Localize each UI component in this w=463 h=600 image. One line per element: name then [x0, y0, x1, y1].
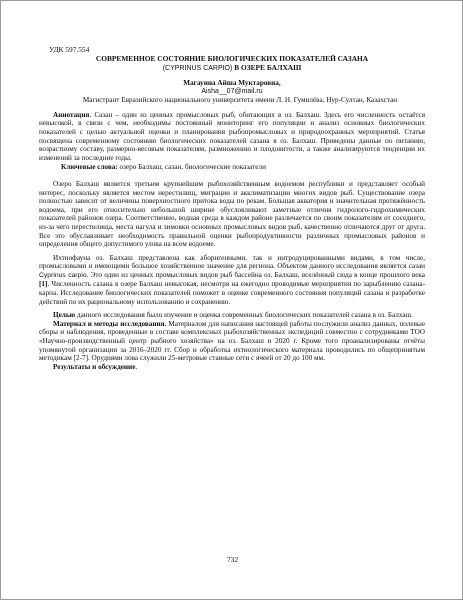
- p2-part-c: . Численность сазана в озере Балхаш невысокая, несмотря на ежегодно проводимые мероприятия по зарыблению сазана-карпа. Исследование биологических показателей поможет в оценке современного состояния популяций сазана и разработке действий по их рациональному использованию и сохранению.: [39, 280, 425, 306]
- keywords: [39, 163, 425, 172]
- paragraph-intro: Озеро Балхаш является третьим крупнейшим рыбохозяйственным водоемом республики и представляет особый интерес, поскольку является местом нерестилищ, миграции и акклиматизации многих видов рыб. Существование озера полностью зависит от величины поверхностного притока воды по рекам. Большая акватория и значительная протяжённость водоема, при его относительно небольшой ширине обусловливают заметные отличия гидролого-гидрохимических показателей районов озера. Соответственно, водная среда в каждом районе различается по своим показателям от соседнего, из-за чего перестилища, места нагула и зимовки основных промысловых видов рыб, качественно отличаются друг от друга. Все это обуславливает необходимость правильной оценки рыбопродуктивности различных промысловых районов и определения общего допустимого улова на всем водоеме.: [39, 179, 425, 249]
- results-dot: .: [135, 362, 138, 371]
- keywords-text: озеро Балхаш, сазан, биологические показатели: [117, 163, 266, 172]
- goal-text: данного исследования было изучение и оценка современных биологических показателей сазана в оз. Балхаш.: [75, 311, 413, 320]
- abstract: [39, 111, 425, 163]
- paragraph-ichthyofauna: [39, 254, 425, 307]
- results-label: Результаты и обсуждение: [53, 362, 136, 371]
- paragraph-goal: [39, 311, 425, 320]
- title-latin-name: (CYPRINUS CARPIO): [162, 65, 233, 72]
- abstract-text: . Сазан – один из ценных промысловых рыб, обитающих в оз. Балхаш. Здесь его численность остаётся невысокой, в связи с чем, необходимы постоянный мониторинг его популяции и анализ основных биологических показателей с целью актуальной оценки и планирования рыбопромысловых и природоохранных мероприятий. Статья посвящена современному состоянию биологических показателей сазана в оз. Балхаш. Приведены данные по питанию, возрастному составу, размерно-весовым показателям, размножению и плодовитости, а также анализируются тенденции их изменений за последние годы.: [39, 110, 425, 162]
- title-line2: В ОЗЕРЕ БАЛХАШ: [232, 63, 302, 72]
- p2-latin-name: Cyprinus carpio: [39, 271, 87, 279]
- page-content: [39, 45, 425, 371]
- title-line1: СОВРЕМЕННОЕ СОСТОЯНИЕ БИОЛОГИЧЕСКИХ ПОКАЗАТЕЛЕЙ САЗАНА: [95, 54, 369, 63]
- methods-label: Материал и методы исследования.: [53, 319, 167, 328]
- keywords-label: Ключевые слова:: [61, 163, 118, 172]
- author-email: Aisha__07@mail.ru: [201, 87, 263, 95]
- methods-text: Материалом для написания настоящей работы послужили анализ данных, полевые сборы и наблюдения, проведенные в составе комплексных рыбохозяйственных экспедиций совместно с сотрудниками ТОО «Научно-производственный центр рыбного хозяйства» на оз. Балхаш в 2020 г. Кроме того проанализированы отчёты упомянутой организации за 2016–2020 гг. Сбор и обработка ихтиологического материала проводились по общепринятым методикам [2-7]. Орудиями лова служили 25-метровые ставные сети с ячеей от 20 до 100 мм.: [39, 319, 425, 363]
- paragraph-methods: [39, 320, 425, 363]
- p2-part-a: Ихтиофауна оз. Балхаш представлена как аборигенными, так и интродуцированными видами, в том числе, промысловыми и имеющими большое хозяйственное значение для региона. Объектом данного исследования является сазан: [39, 253, 425, 271]
- paper-title: [39, 54, 425, 73]
- p2-reference: [1]: [39, 280, 48, 289]
- author-affiliation: Магистрант Евразийского национального университета имени Л. Н. Гумилёва, Нур-Султан, Казахстан: [82, 96, 398, 105]
- author-name: Магаунна Айша Муктаровна,: [183, 79, 281, 87]
- abstract-label: Аннотация: [53, 110, 90, 119]
- page-number: 732: [226, 555, 239, 564]
- paragraph-results-heading: [39, 363, 425, 372]
- goal-label: Целью: [53, 311, 76, 320]
- udk-code: УДК 597.554: [49, 45, 90, 54]
- p2-part-b: . Это один из ценных промысловых видов рыб бассейна оз. Балхаш, вселённый сюда в конце прошлого века: [86, 270, 425, 279]
